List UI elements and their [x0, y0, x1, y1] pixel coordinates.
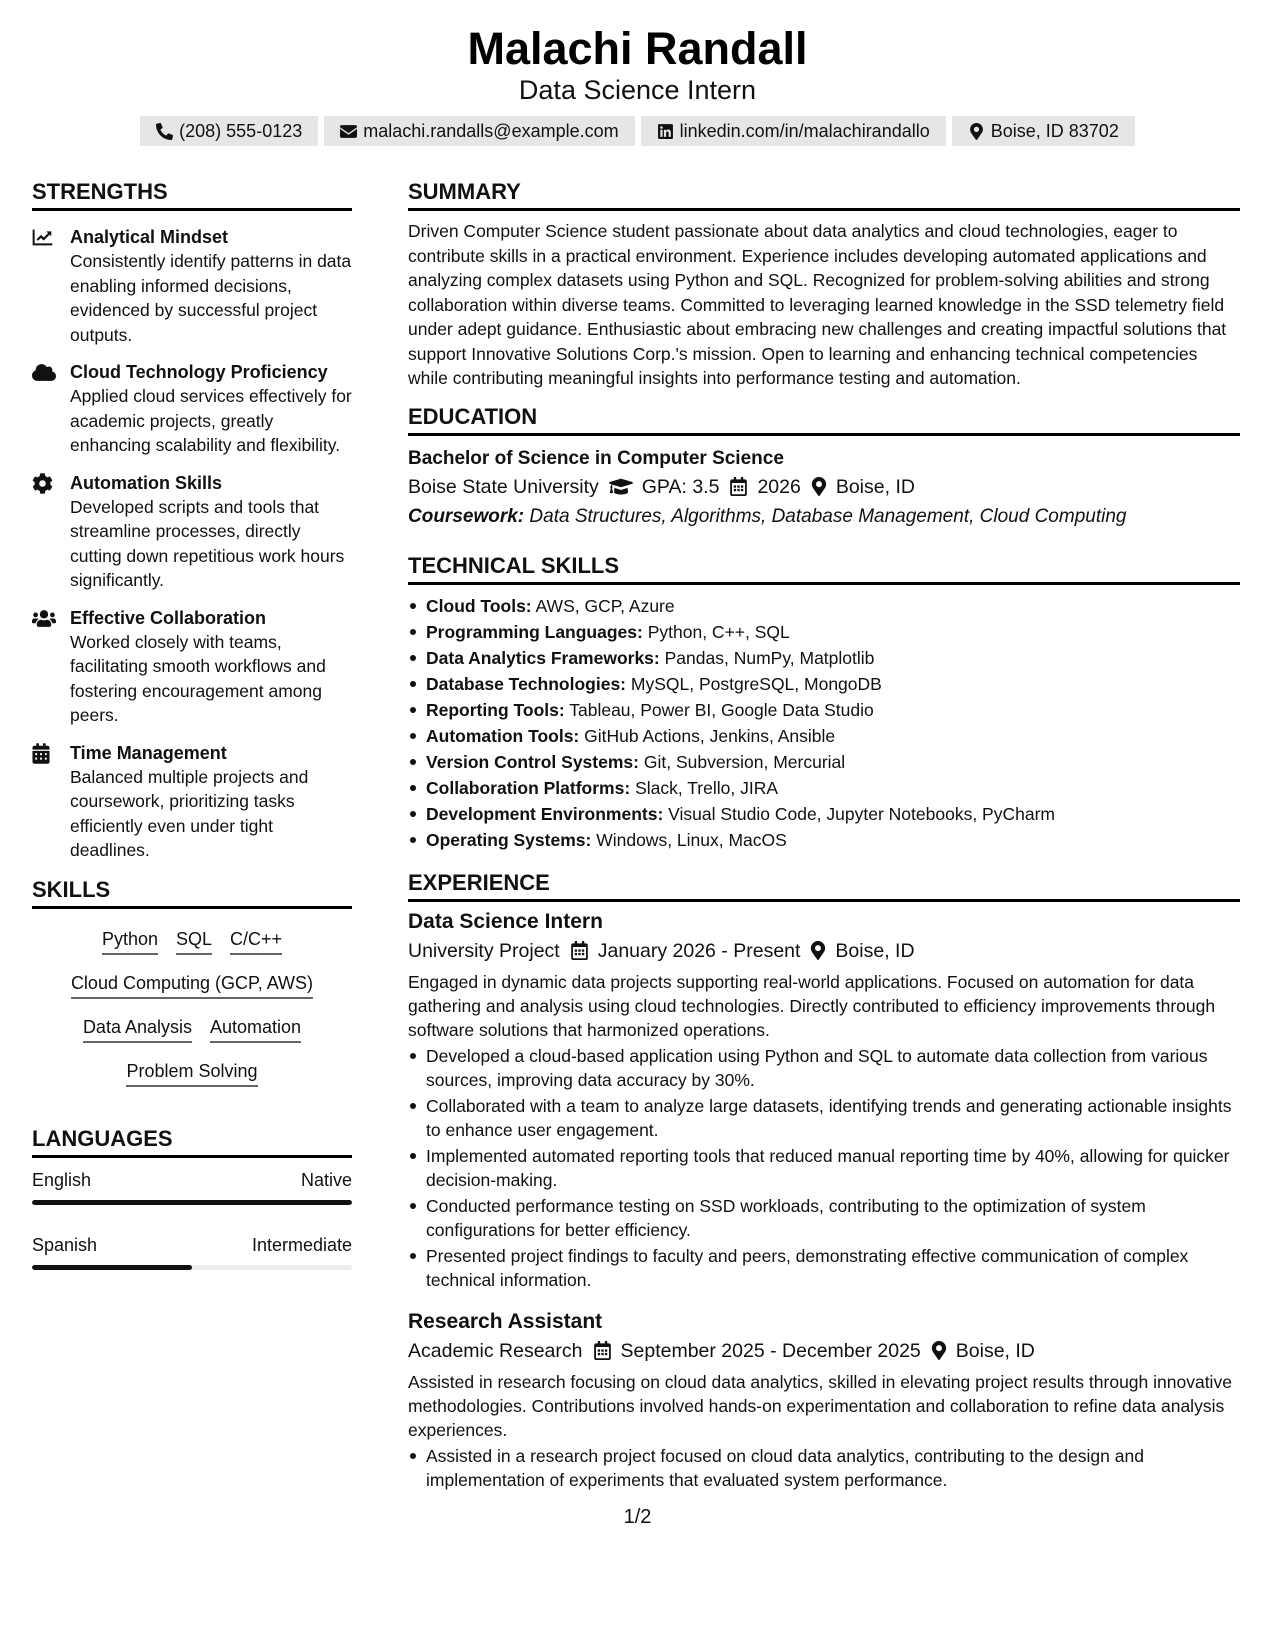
left-column — [32, 178, 352, 1508]
list-item — [408, 749, 1240, 775]
education-heading: EDUCATION — [408, 403, 1240, 436]
strength-title: Cloud Technology Proficiency — [70, 362, 328, 382]
strength-item — [32, 471, 352, 593]
education-meta — [408, 472, 1240, 502]
skills-heading: SKILLS — [32, 876, 352, 909]
tech-skill-label: Programming Languages: — [426, 621, 643, 642]
language-proficiency-fill — [32, 1265, 192, 1270]
job-meta — [408, 936, 1240, 966]
language-proficiency-fill — [32, 1200, 352, 1205]
list-item — [408, 827, 1240, 853]
strength-desc: Applied cloud services effectively for academic projects, greatly enhancing scalability and flexibility. — [70, 386, 352, 455]
technical-skills-heading: TECHNICAL SKILLS — [408, 552, 1240, 585]
list-item: Collaborated with a team to analyze large datasets, identifying trends and generating actionable insights to enhance user engagement. — [408, 1094, 1240, 1142]
tech-skill-label: Automation Tools: — [426, 725, 580, 746]
strength-item — [32, 741, 352, 863]
job-dates: January 2026 - Present — [597, 939, 801, 962]
strength-desc: Worked closely with teams, facilitating smooth workflows and fostering encouragement among peers. — [70, 631, 326, 725]
tech-skill-value: MySQL, PostgreSQL, MongoDB — [630, 673, 882, 694]
language-name: Spanish — [32, 1234, 98, 1255]
tech-skill-label: Collaboration Platforms: — [426, 777, 631, 798]
strength-title: Effective Collaboration — [70, 607, 267, 628]
language-level: Native — [300, 1169, 352, 1190]
list-item: Developed a cloud-based application using Python and SQL to automate data collection from various sources, improving data accuracy by 30%. — [408, 1044, 1240, 1092]
users-icon — [32, 608, 56, 629]
candidate-title: Data Science Intern — [518, 75, 757, 105]
job-location: Boise, ID — [835, 939, 915, 962]
calendar-icon — [570, 941, 589, 960]
list-item — [408, 697, 1240, 723]
skill-tag: Data Analysis — [83, 1015, 192, 1043]
contact-email[interactable] — [324, 116, 634, 146]
job-meta — [408, 1336, 1240, 1366]
summary-text: Driven Computer Science student passionate about data analytics and cloud technologies, eager to contribute skills in a practical environment. Experience includes developing automated applications and analyzing complex datasets using Python and SQL. Recognized for problem-solving abilities and strong collaboration within diverse teams. Committed to leveraging learned knowledge in the SSD telemetry field under adept guidance. Enthusiastic about embracing new challenges and creating impactful solutions that support Innovative Solutions Corp.'s mission. Open to learning and enhancing technical competencies while contributing meaningful insights into performance testing and automation. — [408, 221, 1227, 388]
job-location: Boise, ID — [955, 1339, 1035, 1362]
gpa: GPA: 3.5 — [641, 475, 720, 498]
linkedin-text[interactable]: linkedin.com/in/malachirandallo — [679, 121, 930, 141]
job-dates: September 2025 - December 2025 — [620, 1339, 921, 1362]
skill-tag: SQL — [176, 927, 212, 955]
map-pin-icon — [811, 477, 827, 496]
page-number: 1/2 — [623, 1506, 652, 1528]
calendar-icon — [593, 1341, 612, 1360]
tech-skill-label: Version Control Systems: — [426, 751, 639, 772]
skill-tag: Automation — [210, 1015, 301, 1043]
language-name: English — [32, 1169, 92, 1190]
language-item — [32, 1233, 352, 1270]
language-proficiency-bar — [32, 1200, 352, 1205]
summary-heading: SUMMARY — [408, 178, 1240, 211]
location-text: Boise, ID 83702 — [990, 121, 1119, 141]
calendar-icon — [729, 477, 748, 496]
resume-header — [0, 0, 1275, 146]
resume-body — [32, 178, 1243, 1508]
contact-bar — [0, 116, 1275, 146]
right-column — [408, 178, 1240, 1508]
coursework — [408, 502, 1240, 532]
graduation-cap-icon — [609, 477, 633, 496]
language-proficiency-bar — [32, 1265, 352, 1270]
tech-skill-value: Slack, Trello, JIRA — [635, 777, 779, 798]
contact-location — [952, 116, 1135, 146]
tech-skill-value: GitHub Actions, Jenkins, Ansible — [584, 725, 836, 746]
tech-skill-label: Database Technologies: — [426, 673, 627, 694]
map-pin-icon — [931, 1341, 947, 1360]
coursework-label: Coursework: — [408, 505, 525, 527]
tech-skill-value: AWS, GCP, Azure — [535, 595, 675, 616]
job-org: University Project — [408, 939, 560, 962]
education-location: Boise, ID — [835, 475, 915, 498]
tech-skill-value: Git, Subversion, Mercurial — [643, 751, 846, 772]
job-bullets — [408, 1444, 1240, 1492]
strength-desc: Consistently identify patterns in data enabling informed decisions, evidenced by successful project outputs. — [70, 251, 352, 345]
gear-icon — [32, 473, 53, 494]
contact-phone — [140, 116, 318, 146]
skill-tag: Python — [102, 927, 158, 955]
job-title: Data Science Intern — [408, 909, 603, 933]
technical-skills-list — [408, 593, 1240, 853]
tech-skill-label: Reporting Tools: — [426, 699, 565, 720]
job-bullets — [408, 1044, 1240, 1292]
languages-heading: LANGUAGES — [32, 1125, 352, 1158]
job-entry — [408, 908, 1240, 1292]
tech-skill-value: Pandas, NumPy, Matplotlib — [664, 647, 875, 668]
job-description: Assisted in research focusing on cloud data analytics, skilled in elevating project results through innovative methodologies. Contributions involved hands-on experimentation and collaboration to refine data analysis experiences. — [408, 1371, 1232, 1440]
tech-skill-value: Python, C++, SQL — [647, 621, 790, 642]
job-description: Engaged in dynamic data projects supporting real-world applications. Focused on automation for data gathering and analysis using cloud technologies. Directly contributed to efficiency improvements through software solutions that harmonized operations. — [408, 971, 1216, 1040]
coursework-list: Data Structures, Algorithms, Database Management, Cloud Computing — [529, 505, 1127, 527]
degree-name: Bachelor of Science in Computer Science — [408, 447, 784, 469]
tech-skill-value: Visual Studio Code, Jupyter Notebooks, PyCharm — [668, 803, 1055, 824]
tech-skill-value: Tableau, Power BI, Google Data Studio — [569, 699, 874, 720]
chart-line-icon — [32, 227, 53, 248]
calendar-icon — [32, 743, 50, 764]
skills-list — [32, 923, 352, 1087]
list-item — [408, 723, 1240, 749]
language-item — [32, 1168, 352, 1205]
envelope-icon — [340, 123, 357, 140]
tech-skill-value: Windows, Linux, MacOS — [596, 829, 787, 850]
list-item: Presented project findings to faculty and peers, demonstrating effective communication of complex technical information. — [408, 1244, 1240, 1292]
linkedin-icon — [657, 123, 674, 140]
strength-item — [32, 225, 352, 347]
list-item — [408, 671, 1240, 697]
tech-skill-label: Operating Systems: — [426, 829, 592, 850]
candidate-name: Malachi Randall — [467, 23, 808, 74]
list-item: Implemented automated reporting tools that reduced manual reporting time by 40%, allowing for quicker decision-making. — [408, 1144, 1240, 1192]
school-name: Boise State University — [408, 475, 599, 498]
email-text[interactable]: malachi.randalls@example.com — [363, 121, 619, 141]
strength-title: Time Management — [70, 742, 227, 763]
strength-item — [32, 606, 352, 728]
strengths-list — [32, 225, 352, 863]
list-item: Assisted in a research project focused on cloud data analytics, contributing to the design and implementation of experiments that evaluated system performance. — [408, 1444, 1240, 1492]
list-item — [408, 775, 1240, 801]
strength-desc: Developed scripts and tools that streamline processes, directly cutting down repetitious work hours significantly. — [70, 496, 345, 590]
job-entry — [408, 1308, 1240, 1492]
job-title: Research Assistant — [408, 1309, 603, 1333]
skill-tag: Cloud Computing (GCP, AWS) — [71, 971, 313, 999]
contact-linkedin[interactable] — [641, 116, 946, 146]
strength-title: Analytical Mindset — [70, 227, 229, 247]
list-item — [408, 593, 1240, 619]
strength-item — [32, 360, 352, 458]
skill-tag: Problem Solving — [126, 1059, 257, 1087]
strengths-heading: STRENGTHS — [32, 178, 352, 211]
map-pin-icon — [810, 941, 826, 960]
job-org: Academic Research — [408, 1339, 583, 1362]
cloud-icon — [32, 362, 56, 383]
graduation-year: 2026 — [757, 475, 801, 498]
strength-desc: Balanced multiple projects and coursework, prioritizing tasks efficiently even under tight deadlines. — [70, 766, 309, 860]
skill-tag: C/C++ — [230, 927, 282, 955]
strength-title: Automation Skills — [70, 472, 223, 493]
phone-icon — [156, 123, 173, 140]
list-item: Conducted performance testing on SSD workloads, contributing to the optimization of system configurations for better efficiency. — [408, 1194, 1240, 1242]
tech-skill-label: Data Analytics Frameworks: — [426, 647, 660, 668]
tech-skill-label: Cloud Tools: — [426, 595, 532, 616]
list-item — [408, 619, 1240, 645]
phone-text: (208) 555-0123 — [179, 121, 303, 141]
list-item — [408, 645, 1240, 671]
experience-heading: EXPERIENCE — [408, 869, 1240, 902]
tech-skill-label: Development Environments: — [426, 803, 664, 824]
language-level: Intermediate — [251, 1234, 352, 1255]
map-pin-icon — [968, 123, 985, 140]
list-item — [408, 801, 1240, 827]
